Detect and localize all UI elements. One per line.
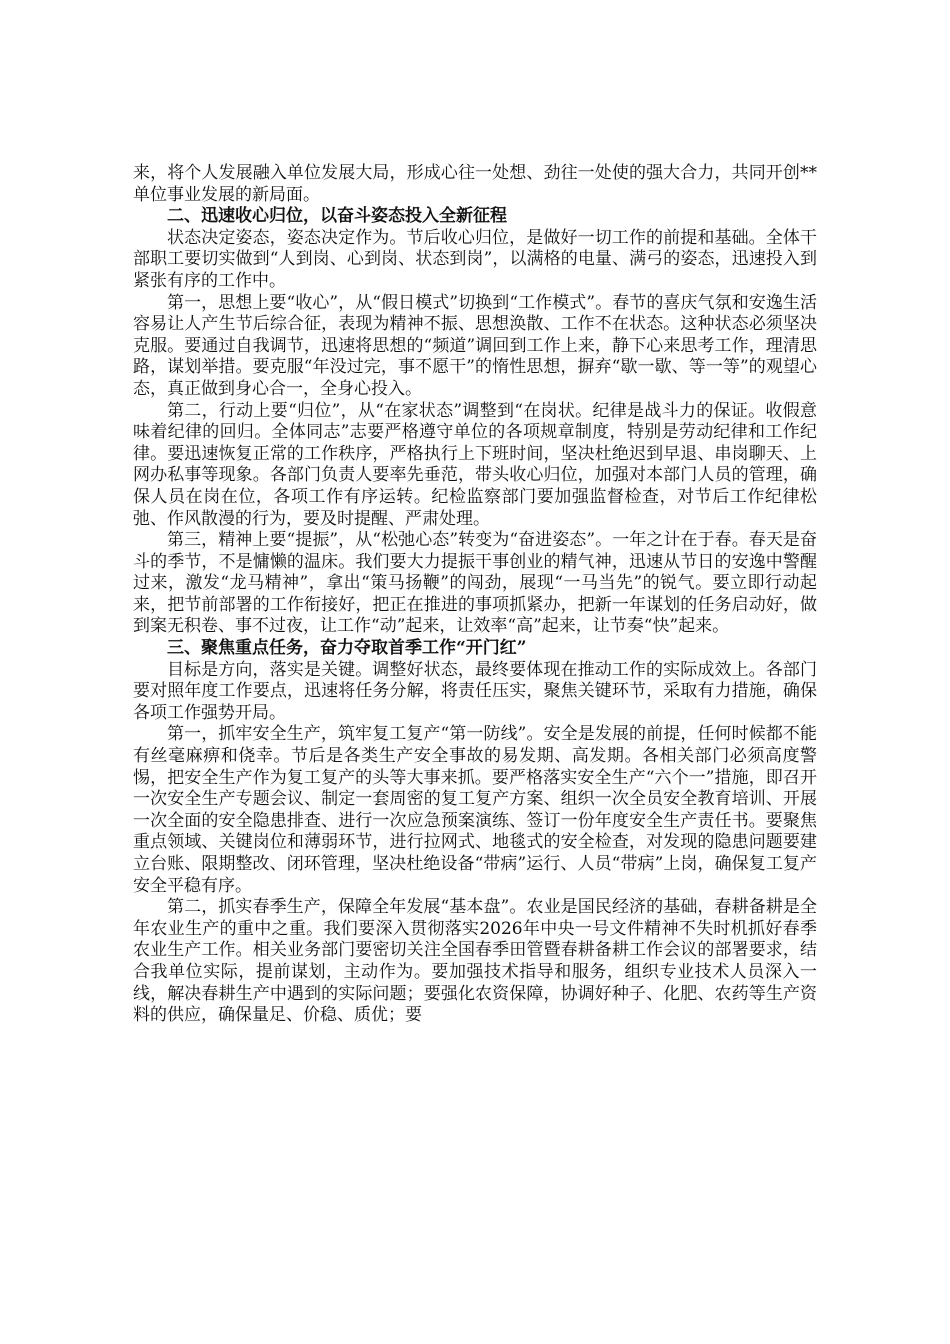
body-paragraph: 第二，抓实春季生产，保障全年发展“基本盘”。农业是国民经济的基础，春耕备耕是全年农业生产的重中之重。我们要深入贯彻落实2026年中央一号文件精神不失时机抓好春季农业生产工作。相关业务部门要密切关注全国春季田管暨春耕备耕工作会议的部署要求，结合我单位实际，提前谋划，主动作为。要加强技术指导和服务，组织专业技术人员深入一线，解决春耕生产中遇到的实际问题；要强化农资保障，协调好种子、化肥、农药等生产资料的供应，确保量足、价稳、质优；要	[133, 897, 817, 1026]
body-paragraph: 第一，抓牢安全生产，筑牢复工复产“第一防线”。安全是发展的前提，任何时候都不能有丝毫麻痹和侥幸。节后是各类生产安全事故的易发期、高发期。各相关部门必须高度警惕，把安全生产作为复工复产的头等大事来抓。要严格落实安全生产“六个一”措施，即召开一次安全生产专题会议、制定一套周密的复工复产方案、组织一次全员安全教育培训、开展一次全面的安全隐患排查、进行一次应急预案演练、签订一份年度安全生产责任书。要聚焦重点领域、关键岗位和薄弱环节，进行拉网式、地毯式的安全检查，对发现的隐患问题要建立台账、限期整改、闭环管理，坚决杜绝设备“带病”运行、人员“带病”上岗，确保复工复产安全平稳有序。	[133, 724, 817, 896]
body-paragraph: 状态决定姿态，姿态决定作为。节后收心归位，是做好一切工作的前提和基础。全体干部职工要切实做到“人到岗、心到岗、状态到岗”，以满格的电量、满弓的姿态，迅速投入到紧张有序的工作中。	[133, 227, 817, 291]
body-paragraph: 目标是方向，落实是关键。调整好状态，最终要体现在推动工作的实际成效上。各部门要对照年度工作要点，迅速将任务分解，将责任压实，聚焦关键环节，采取有力措施，确保各项工作强势开局。	[133, 659, 817, 723]
body-paragraph: 来，将个人发展融入单位发展大局，形成心往一处想、劲往一处使的强大合力，共同开创**单位事业发展的新局面。	[133, 163, 817, 205]
body-paragraph: 第三，精神上要“提振”，从“松弛心态”转变为“奋进姿态”。一年之计在于春。春天是奋斗的季节，不是慵懒的温床。我们要大力提振干事创业的精气神，迅速从节日的安逸中警醒过来，激发“龙马精神”，拿出“策马扬鞭”的闯劲，展现“一马当先”的锐气。要立即行动起来，把节前部署的工作衔接好，把正在推进的事项抓紧办，把新一年谋划的任务启动好，做到案无积卷、事不过夜，让工作“动”起来，让效率“高”起来，让节奏“快”起来。	[133, 530, 817, 637]
section-heading: 二、迅速收心归位，以奋斗姿态投入全新征程	[167, 206, 507, 227]
section-heading: 三、聚焦重点任务，奋力夺取首季工作“开门红”	[167, 638, 527, 659]
body-paragraph: 第一，思想上要“收心”，从“假日模式”切换到“工作模式”。春节的喜庆气氛和安逸生活容易让人产生节后综合征，表现为精神不振、思想涣散、工作不在状态。这种状态必须坚决克服。要通过自我调节，迅速将思想的“频道”调回到工作上来，静下心来思考工作，理清思路，谋划举措。要克服“年没过完，事不愿干”的惰性思想，摒弃“歇一歇、等一等”的观望心态，真正做到身心合一，全身心投入。	[133, 292, 817, 399]
body-paragraph: 第二，行动上要“归位”，从“在家状态”调整到“在岗状。纪律是战斗力的保证。收假意味着纪律的回归。全体同志”志要严格遵守单位的各项规章制度，特别是劳动纪律和工作纪律。要迅速恢复正常的工作秩序，严格执行上下班时间，坚决杜绝迟到早退、串岗聊天、上网办私事等现象。各部门负责人要率先垂范，带头收心归位，加强对本部门人员的管理，确保人员在岗在位，各项工作有序运转。纪检监察部门要加强监督检查，对节后工作纪律松弛、作风散漫的行为，要及时提醒、严肃处理。	[133, 400, 817, 529]
document-page	[133, 163, 817, 1027]
